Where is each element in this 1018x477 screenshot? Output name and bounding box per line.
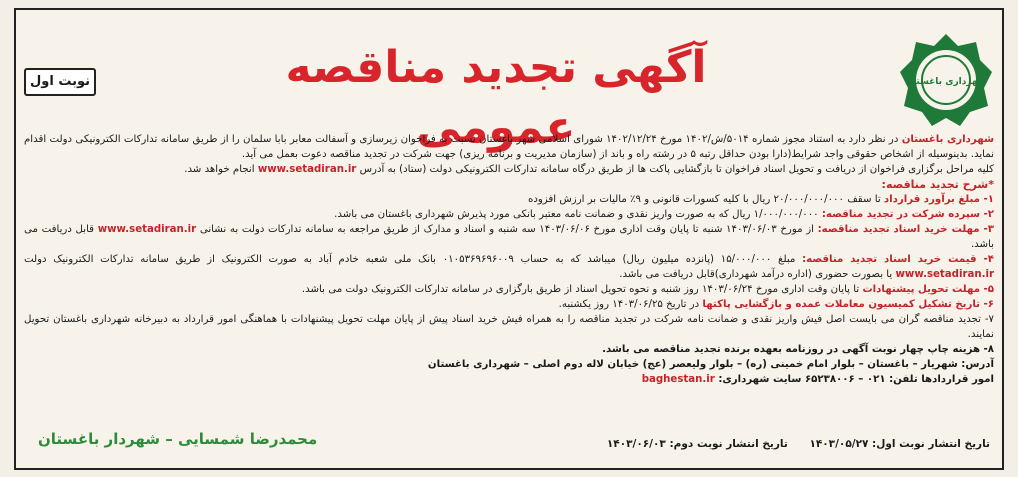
item-text: تا پایان وقت اداری مورخ ۱۴۰۳/۰۶/۲۴ روز شنبه و نحوه تحویل اسناد از طریق بارگزاری در سامانه تدارکات الکترونیک دولت می باشد. — [301, 284, 860, 295]
intro-paragraph — [24, 132, 994, 162]
item-text: ۷- تجدید مناقصه گران می بایست اصل فیش واریز نقدی و ضمانت نامه شرکت در تجدید مناقصه را به همراه فیش خرید اسناد پیش از پایان مهلت تحویل پیشنهادات با هماهنگی امور قرارداد به دبیرخانه شهرداری باغستان تحویل نمایند. — [24, 314, 994, 340]
item-3 — [24, 222, 994, 252]
item-label: ۲- سپرده شرکت در تجدید مناقصه: — [821, 209, 994, 220]
footer — [24, 426, 994, 458]
setad-link[interactable]: www.setadiran.ir — [895, 269, 994, 280]
intro-paragraph-2 — [24, 162, 994, 177]
item-8 — [24, 342, 994, 357]
phone-text: امور قراردادها تلفن: ۰۲۱ – ۶۵۲۳۸۰۰۶ سایت شهرداری: — [718, 374, 994, 385]
intro-organization: شهرداری باغستان — [901, 134, 994, 145]
item-text: در تاریخ ۱۴۰۳/۰۶/۲۵ روز یکشنبه. — [558, 299, 700, 310]
item-text: از مورخ ۱۴۰۳/۰۶/۰۳ شنبه تا پایان وقت اداری مورخ ۱۴۰۳/۰۶/۰۶ سه شنبه و اسناد و مدارک از طریق مراجعه به سامانه تدارکات دولت به نشانی — [199, 224, 814, 235]
section-title: *شرح تجدید مناقصه: — [881, 178, 994, 191]
intro-text-3: انجام خواهد شد. — [184, 164, 255, 175]
publication-date-1: تاریخ انتشار نوبت اول: ۱۴۰۳/۰۵/۲۷ — [809, 438, 990, 450]
item-text: قابل دریافت می باشد. — [24, 224, 994, 250]
page-title: آگهی تجدید مناقصه عمومی — [285, 42, 707, 153]
emblem-label: شهرداری باغستان — [905, 77, 987, 87]
address-line — [24, 357, 994, 372]
item-2 — [24, 207, 994, 222]
intro-text-2: کلیه مراحل برگزاری فراخوان از دریافت و تحویل اسناد فراخوان تا بازگشایی پاکت ها از طریق درگاه سامانه تدارکات الکترونیکی دولت (ستاد) به آدرس — [359, 164, 994, 175]
item-label: ۶- تاریخ تشکیل کمیسیون معاملات عمده و بازگشایی پاکتها — [702, 299, 994, 310]
item-4 — [24, 252, 994, 282]
setad-link[interactable]: www.setadiran.ir — [257, 164, 357, 175]
item-label: ۱- مبلغ برآورد قرارداد — [883, 194, 994, 205]
address-text: آدرس: شهریار – باغستان – بلوار امام خمینی (ره) – بلوار ولیعصر (عج) خیابان لاله دوم اصلی – شهرداری باغستان — [427, 359, 994, 370]
item-label: ۴- قیمت خرید اسناد تجدید مناقصه: — [802, 254, 994, 265]
item-text: مبلغ ۱۵/۰۰۰/۰۰۰ (پانزده میلیون ریال) میباشد که به حساب ۰۱۰۵۳۶۹۶۹۶۰۰۹ بانک ملی شعبه خادم آباد به صورت الکترونیک از طریق سامانه تدارکات الکترونیک دولت — [24, 254, 796, 265]
announcement-body — [24, 132, 994, 387]
item-label: ۵- مهلت تحویل پیشنهادات — [862, 284, 994, 295]
item-5 — [24, 282, 994, 297]
item-text: یا بصورت حضوری (اداره درآمد شهرداری)قابل دریافت می باشد. — [619, 269, 893, 280]
advertisement-frame — [14, 8, 1004, 470]
publication-dates — [589, 438, 990, 450]
item-1 — [24, 192, 994, 207]
item-7 — [24, 312, 994, 342]
publication-round-badge: نوبت اول — [24, 68, 96, 96]
item-label: ۳- مهلت خرید اسناد تجدید مناقصه: — [817, 224, 994, 235]
publication-date-2: تاریخ انتشار نوبت دوم: ۱۴۰۳/۰۶/۰۳ — [606, 438, 788, 450]
item-text: ۸- هزینه چاپ چهار نوبت آگهی در روزنامه بعهده برنده تجدید مناقصه می باشد. — [602, 344, 994, 355]
municipality-site-link[interactable]: baghestan.ir — [641, 374, 715, 385]
item-6 — [24, 297, 994, 312]
phone-line — [24, 372, 994, 387]
intro-text: در نظر دارد به استناد مجوز شماره ۵۰۱۴/ش/۱۴۰۲ مورخ ۱۴۰۲/۱۲/۲۴ شورای اسلامی شهر باغستان نسبت به فراخوان زیرسازی و آسفالت معابر بابا سلمان را از طریق سامانه تدارکات الکترونیکی دولت اقدام نماید. بدینوسیله از اشخاص حقوقی واجد شرایط(دارا بودن حداقل رتبه ۵ در رشته راه و باند از (سازمان مدیریت و برنامه ریزی) جهت شرکت در تجدید مناقصه دعوت بعمل می آید. — [24, 134, 994, 160]
mayor-signature: محمدرضا شمسایی – شهردار باغستان — [38, 430, 318, 448]
item-text: ۱/۰۰۰/۰۰۰/۰۰۰ ریال که به صورت واریز نقدی و ضمانت نامه معتبر بانکی مورد پذیرش شهرداری باغستان می باشد. — [334, 209, 819, 220]
item-text: تا سقف ۲۰/۰۰۰/۰۰۰/۰۰۰ ریال با کلیه کسورات قانونی و ۹٪ مالیات بر ارزش افزوده — [527, 194, 881, 205]
setad-link[interactable]: www.setadiran.ir — [97, 224, 197, 235]
municipality-emblem-icon — [898, 32, 994, 128]
